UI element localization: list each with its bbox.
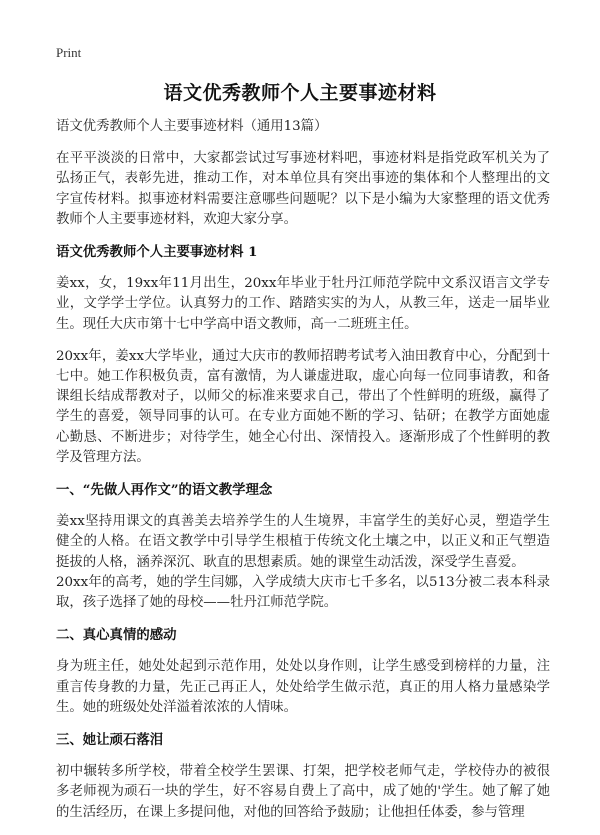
paragraph-1: 姜xx，女，19xx年11月出生，20xx年毕业于牡丹江师范学院中文系汉语言文学专业，文学学士学位。认真努力的工作、踏踏实实的为人，从教三年，送走一届毕业生。现任大庆市第十七中学高中语文教师，高一二班班主任。 bbox=[56, 276, 550, 332]
paragraph-5: 身为班主任，她处处起到示范作用，处处以身作则，让学生感受到榜样的力量，注重言传身教的力量，先正己再正人，处处给学生做示范，真正的用人格力量感染学生。她的班级处处洋溢着浓浓的人情味。 bbox=[56, 659, 550, 715]
paragraph-2: 20xx年，姜xx大学毕业，通过大庆市的教师招聘考试考入油田教育中心，分配到十七中。她工作积极负责，富有激情，为人谦虚进取，虚心向每一位同事请教，和备课组长结成帮教对子，以师父的标准来要求自己，带出了个性鲜明的班级，赢得了学生的喜爱，领导同事的认可。在专业方面她不断的学习、钻研；在教学方面她虚心勤恳、不断进步；对待学生，她全心付出、深情投入。逐渐形成了个性鲜明的教学及管理方法。 bbox=[56, 348, 550, 465]
heading-sincere-emotion: 二、真心真情的感动 bbox=[56, 627, 177, 644]
paragraph-4: 20xx年的高考，她的学生闫娜，入学成绩大庆市七千多名，以513分被二表本科录取，孩子选择了她的母校——牡丹江师范学院。 bbox=[56, 574, 550, 611]
page-title: 语文优秀教师个人主要事迹材料 bbox=[163, 82, 437, 104]
paragraph-3: 姜xx坚持用课文的真善美去培养学生的人生境界，丰富学生的美好心灵，塑造学生健全的人格。在语文教学中引导学生根植于传统文化土壤之中，以正义和正气塑造挺拔的人格，涵养深沉、耿直的思想素质。她的课堂生动活泼，深受学生喜爱。 bbox=[56, 514, 550, 570]
section-heading-1: 语文优秀教师个人主要事迹材料 1 bbox=[56, 244, 258, 261]
paragraph-6: 初中辗转多所学校，带着全校学生罢课、打架，把学校老师气走，学校侍办的被很多老师视为顽石一块的学生，好不容易自费上了高中，成了她的'学生。她了解了她的生活经历，在课上多提问他，对他的回答给予鼓励；让他担任体委，参与管理 bbox=[56, 764, 550, 820]
heading-moving-stone: 三、她让顽石落泪 bbox=[56, 732, 164, 749]
article-subtitle: 语文优秀教师个人主要事迹材料（通用13篇） bbox=[56, 119, 328, 134]
intro-paragraph: 在平平淡淡的日常中，大家都尝试过写事迹材料吧，事迹材料是指党政军机关为了弘扬正气，表彰先进，推动工作，对本单位具有突出事迹的集体和个人整理出的文字宣传材料。拟事迹材料需要注意哪些问题呢？以下是小编为大家整理的语文优秀教师个人主要事迹材料，欢迎大家分享。 bbox=[56, 151, 550, 227]
print-link[interactable]: Print bbox=[56, 45, 82, 60]
article-body bbox=[56, 117, 550, 835]
heading-teaching-philosophy: 一、“先做人再作文”的语文教学理念 bbox=[56, 482, 273, 499]
